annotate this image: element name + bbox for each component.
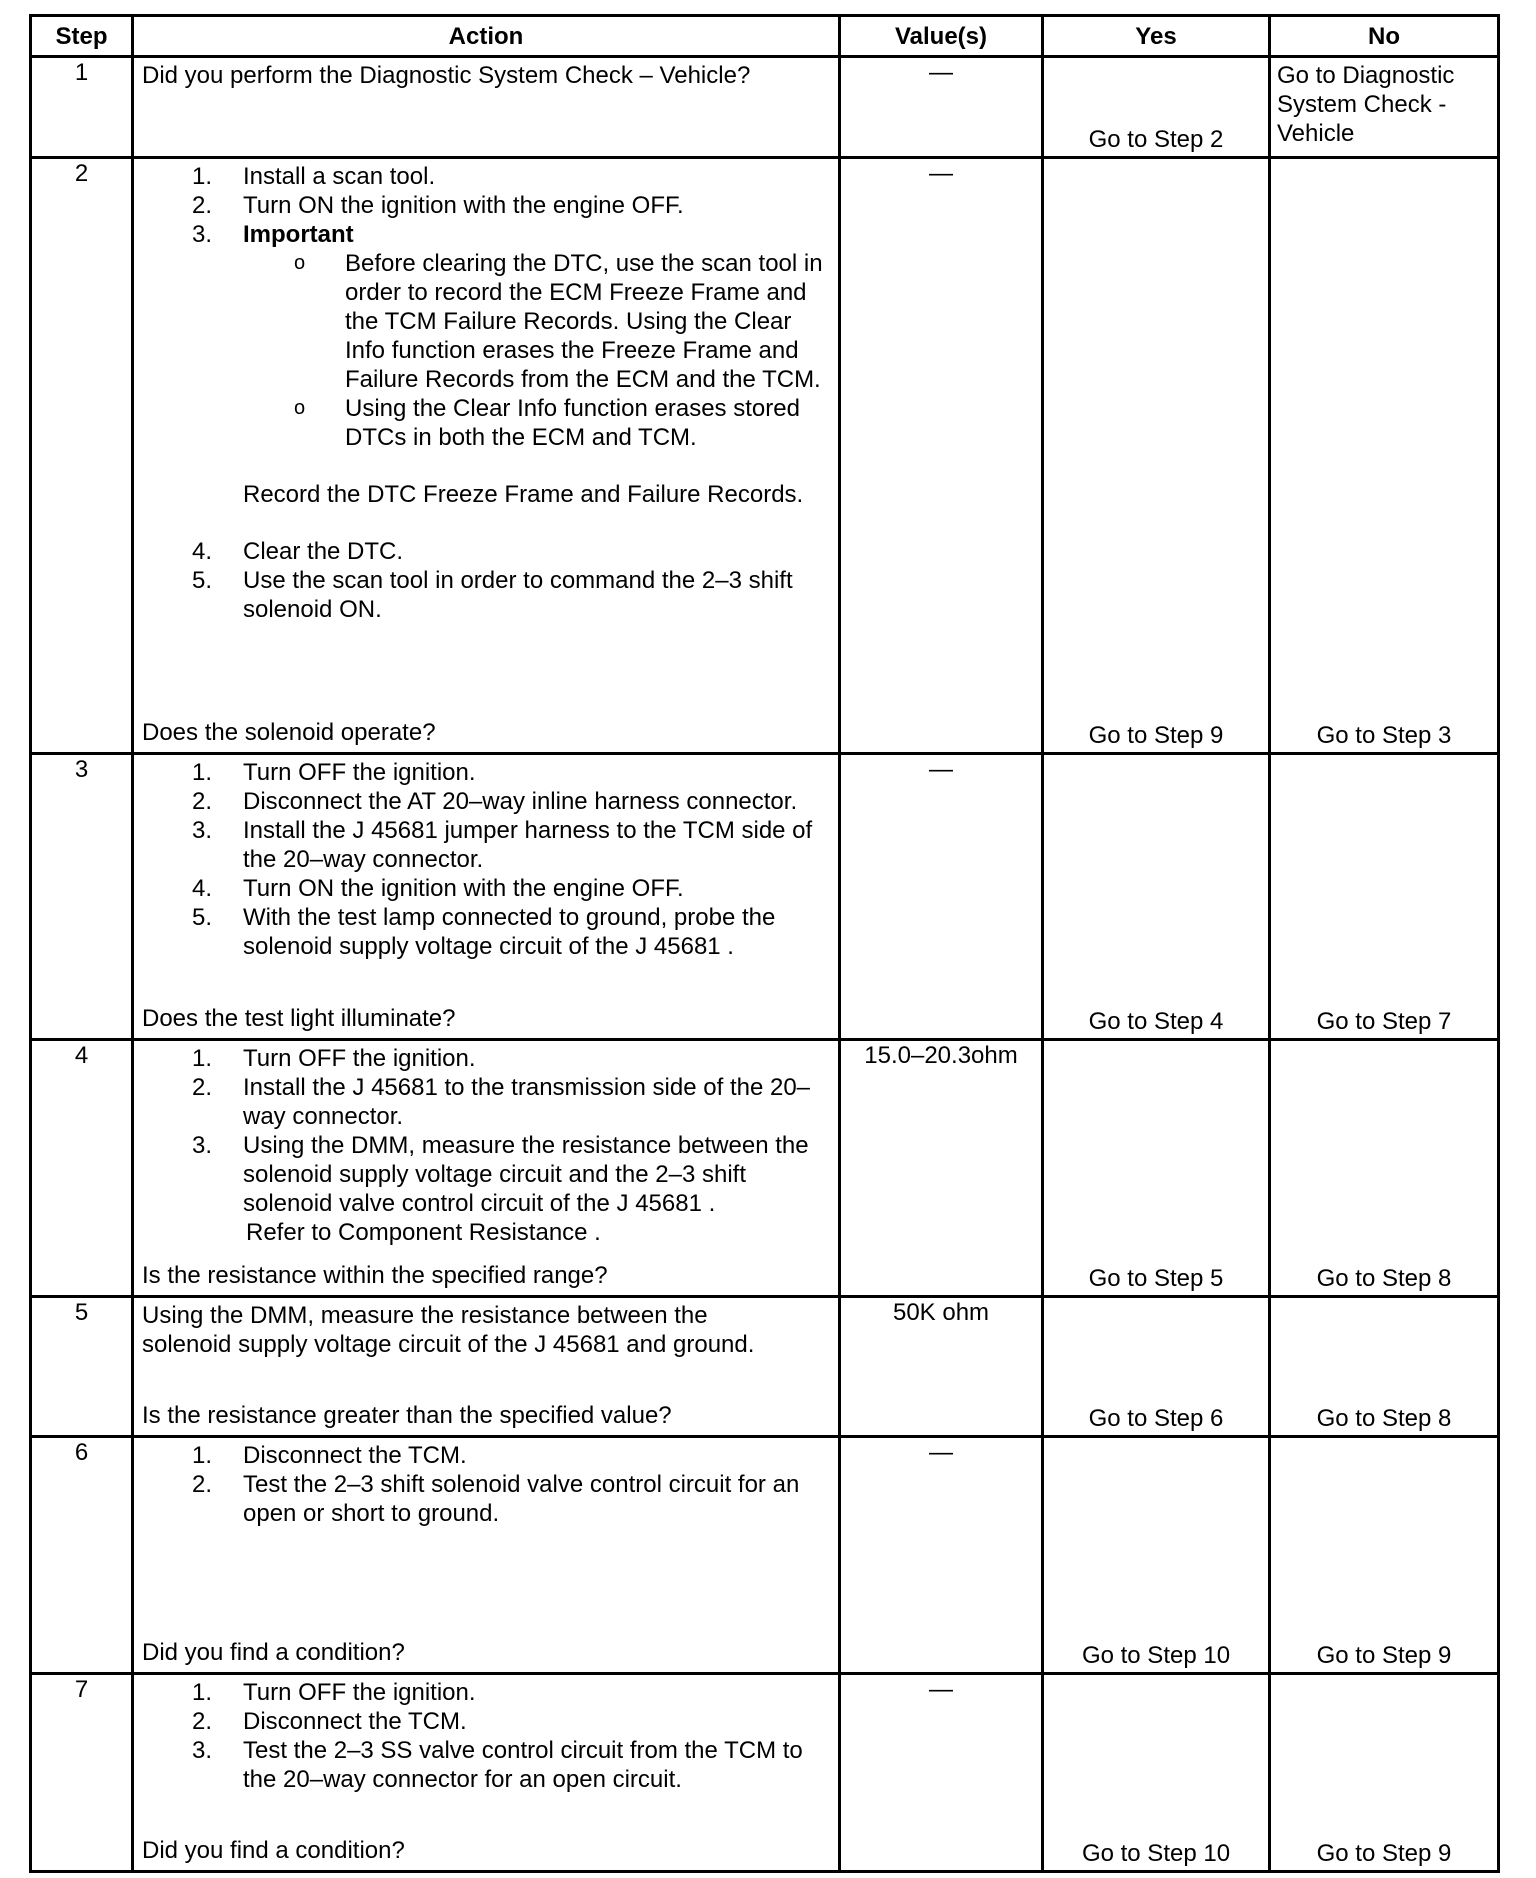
yes-link[interactable]: Go to Step 9: [1088, 722, 1224, 749]
yes-cell: [1043, 1297, 1270, 1437]
list-item: 1. Turn OFF the ignition.: [192, 759, 476, 786]
yes-cell: [1043, 754, 1270, 1040]
list-item: 2. Turn ON the ignition with the engine OFF.: [192, 192, 684, 219]
list-item: 1. Turn OFF the ignition.: [192, 1045, 476, 1072]
no-link-line: System Check -: [1277, 91, 1447, 118]
value-cell: —: [840, 158, 1043, 754]
yes-link[interactable]: Go to Step 10: [1081, 1840, 1231, 1867]
question-text: Does the solenoid operate?: [142, 719, 436, 746]
no-link[interactable]: Go to Step 9: [1316, 1840, 1452, 1867]
no-link-line: Vehicle: [1277, 120, 1355, 147]
value-cell: 15.0–20.3ohm: [840, 1040, 1043, 1297]
no-cell: [1270, 158, 1499, 754]
bullet-item: o Before clearing the DTC, use the scan tool in order to record the ECM Freeze Frame and the TCM Failure Records. Using the Clear Info function erases the Freeze Frame and Failure Records from the ECM and the TCM.: [294, 250, 823, 393]
table-row-step-7: [31, 1674, 1499, 1872]
list-item: 4. Clear the DTC.: [192, 538, 404, 565]
value-cell: 50K ohm: [840, 1297, 1043, 1437]
value-cell: —: [840, 1674, 1043, 1872]
no-link[interactable]: Go to Step 8: [1316, 1405, 1452, 1432]
yes-cell: [1043, 1437, 1270, 1674]
table-row-step-3: [31, 754, 1499, 1040]
value-cell: —: [840, 754, 1043, 1040]
yes-cell: [1043, 1040, 1270, 1297]
question-text: Is the resistance greater than the specified value?: [142, 1402, 672, 1429]
list-item: 4. Turn ON the ignition with the engine OFF.: [192, 875, 684, 902]
list-item: 3. Using the DMM, measure the resistance between the solenoid supply voltage circuit and the 2–3 shift solenoid valve control circuit of the J 45681 .: [192, 1132, 809, 1217]
list-item: 5. With the test lamp connected to ground, probe the solenoid supply voltage circuit of the J 45681 .: [192, 904, 776, 960]
question-text: Did you find a condition?: [142, 1837, 405, 1864]
no-link-line: Go to Diagnostic: [1277, 62, 1455, 89]
no-link[interactable]: [1271, 58, 1497, 148]
step-number: 6: [31, 1437, 133, 1674]
step-number: 1: [31, 57, 133, 158]
action-text: Did you perform the Diagnostic System Check – Vehicle?: [142, 62, 751, 89]
no-cell: [1270, 754, 1499, 1040]
action-cell: [133, 1674, 840, 1872]
list-item: 3. Test the 2–3 SS valve control circuit from the TCM to the 20–way connector for an open circuit.: [192, 1737, 803, 1793]
action-cell: [133, 754, 840, 1040]
list-item: 1. Turn OFF the ignition.: [192, 1679, 476, 1706]
yes-cell: [1043, 158, 1270, 754]
yes-cell: [1043, 57, 1270, 158]
header-yes: Yes: [1043, 16, 1270, 57]
step-number: 3: [31, 754, 133, 1040]
no-cell: [1270, 1437, 1499, 1674]
step-number: 4: [31, 1040, 133, 1297]
list-item: 1. Install a scan tool.: [192, 163, 436, 190]
table-header-row: [31, 16, 1499, 57]
note-text: Refer to Component Resistance .: [246, 1219, 601, 1246]
header-value: Value(s): [840, 16, 1043, 57]
yes-link[interactable]: Go to Step 5: [1088, 1265, 1224, 1292]
yes-link[interactable]: Go to Step 2: [1088, 126, 1224, 153]
yes-link[interactable]: Go to Step 6: [1088, 1405, 1224, 1432]
list-item: 2. Disconnect the TCM.: [192, 1708, 467, 1735]
table-row-step-2: [31, 158, 1499, 754]
table-row-step-1: [31, 57, 1499, 158]
action-cell: [133, 1040, 840, 1297]
yes-link[interactable]: Go to Step 10: [1081, 1642, 1231, 1669]
yes-link[interactable]: Go to Step 4: [1088, 1008, 1224, 1035]
yes-cell: [1043, 1674, 1270, 1872]
no-link[interactable]: Go to Step 9: [1316, 1642, 1452, 1669]
table-row-step-4: [31, 1040, 1499, 1297]
action-cell: [133, 158, 840, 754]
no-link[interactable]: Go to Step 3: [1316, 722, 1452, 749]
question-text: Does the test light illuminate?: [142, 1005, 456, 1032]
header-action: Action: [133, 16, 840, 57]
action-cell: [133, 57, 840, 158]
diagnostic-table: [29, 14, 1500, 1873]
no-cell: [1270, 1674, 1499, 1872]
table-row-step-6: [31, 1437, 1499, 1674]
question-text: Is the resistance within the specified range?: [142, 1262, 608, 1289]
value-cell: —: [840, 57, 1043, 158]
list-item: 3. Install the J 45681 jumper harness to the TCM side of the 20–way connector.: [192, 817, 813, 873]
note-text: Record the DTC Freeze Frame and Failure Records.: [243, 481, 804, 508]
question-text: Did you find a condition?: [142, 1639, 405, 1666]
action-cell: [133, 1437, 840, 1674]
no-cell: [1270, 57, 1499, 158]
step-number: 2: [31, 158, 133, 754]
step-number: 5: [31, 1297, 133, 1437]
table-row-step-5: [31, 1297, 1499, 1437]
bullet-item: o Using the Clear Info function erases stored DTCs in both the ECM and TCM.: [294, 395, 800, 451]
list-item: 5. Use the scan tool in order to command the 2–3 shift solenoid ON.: [192, 567, 793, 623]
step-number: 7: [31, 1674, 133, 1872]
list-item: 2. Install the J 45681 to the transmission side of the 20–way connector.: [192, 1074, 811, 1130]
no-link[interactable]: Go to Step 8: [1316, 1265, 1452, 1292]
no-cell: [1270, 1297, 1499, 1437]
header-step: Step: [31, 16, 133, 57]
value-cell: —: [840, 1437, 1043, 1674]
list-item: 1. Disconnect the TCM.: [192, 1442, 467, 1469]
action-text: Using the DMM, measure the resistance between the solenoid supply voltage circuit of the J 45681 and ground.: [142, 1302, 755, 1358]
action-cell: [133, 1297, 840, 1437]
list-item: 3. Important: [192, 221, 354, 248]
list-item: 2. Test the 2–3 shift solenoid valve control circuit for an open or short to ground.: [192, 1471, 800, 1527]
header-no: No: [1270, 16, 1499, 57]
no-cell: [1270, 1040, 1499, 1297]
list-item: 2. Disconnect the AT 20–way inline harness connector.: [192, 788, 798, 815]
no-link[interactable]: Go to Step 7: [1316, 1008, 1452, 1035]
